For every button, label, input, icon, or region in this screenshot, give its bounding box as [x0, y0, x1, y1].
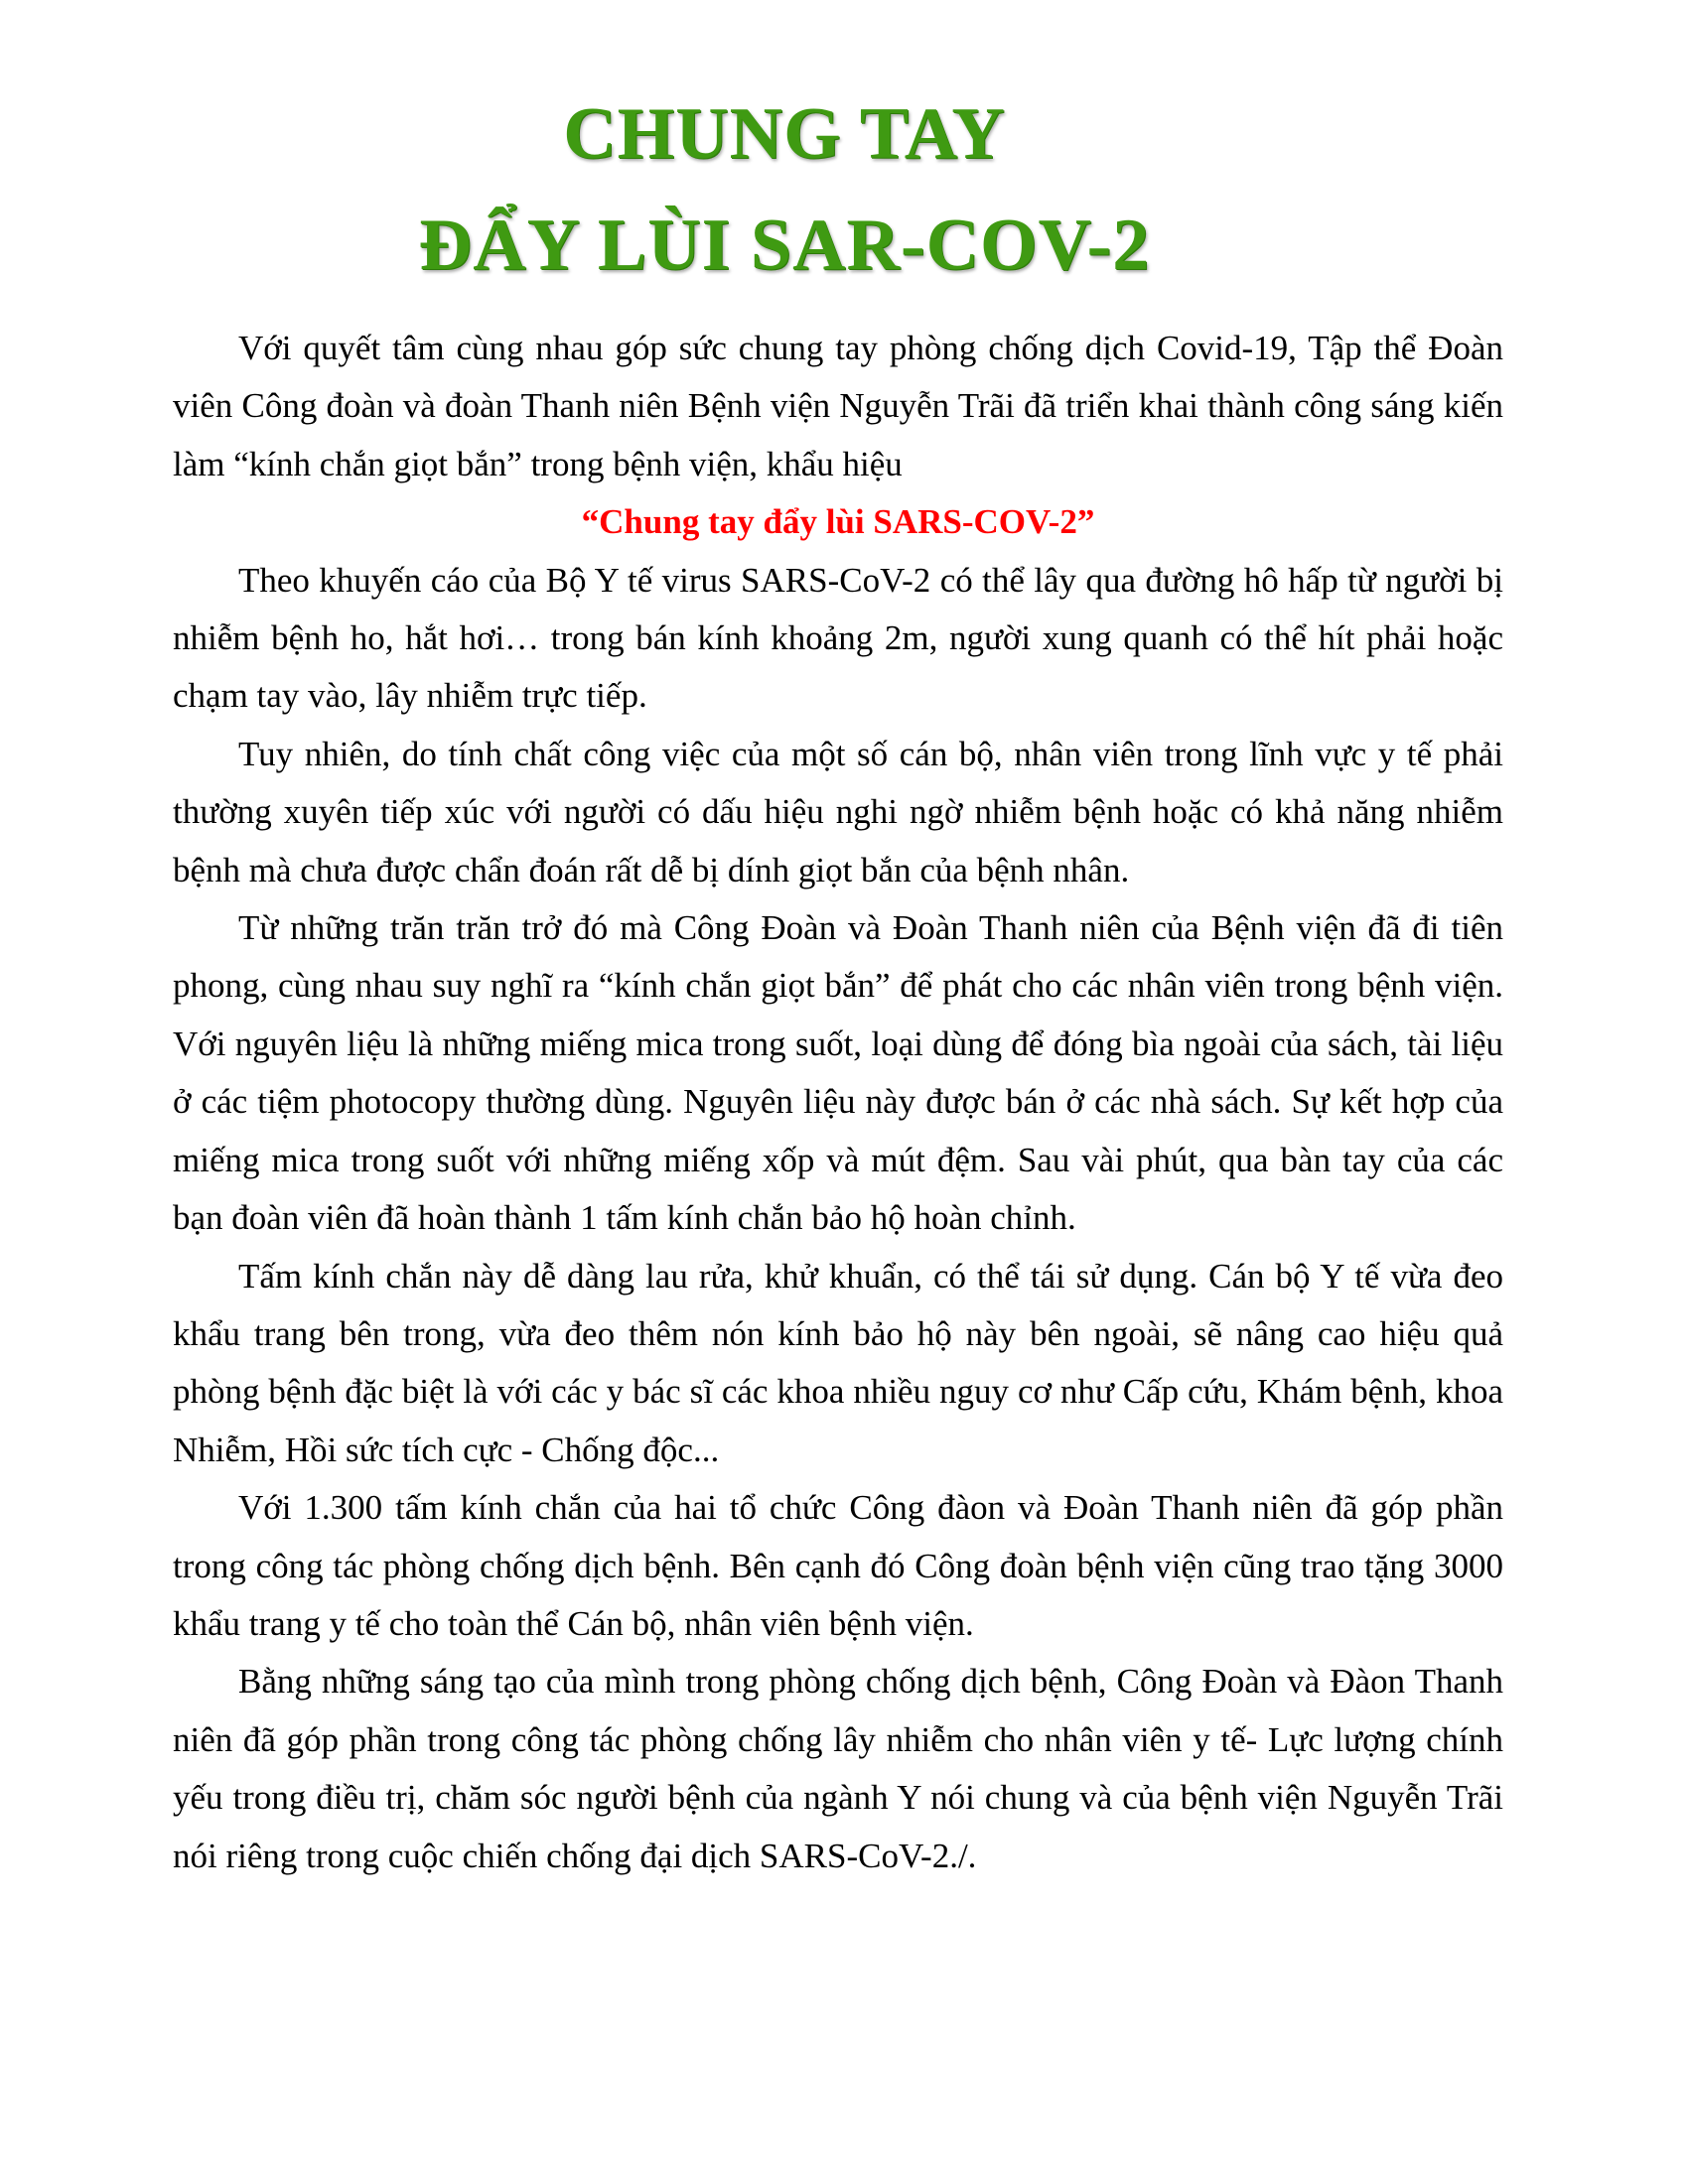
paragraph-initiative: Từ những trăn trăn trở đó mà Công Đoàn và Đoàn Thanh niên của Bệnh viện đã đi tiên phong, cùng nhau suy nghĩ ra “kính chắn giọt bắn” để phát cho các nhân viên trong bệnh viện. Với nguyên liệu là những miếng mica trong suốt, loại dùng để đóng bìa ngoài của sách, tài liệu ở các tiệm photocopy thường dùng. Nguyên liệu này được bán ở các nhà sách. Sự kết hợp của miếng mica trong suốt với những miếng xốp và mút đệm. Sau vài phút, qua bàn tay của các bạn đoàn viên đã hoàn thành 1 tấm kính chắn bảo hộ hoàn chỉnh. [173, 908, 1503, 1238]
paragraph-benefits: Tấm kính chắn này dễ dàng lau rửa, khử khuẩn, có thể tái sử dụng. Cán bộ Y tế vừa đeo khẩu trang bên trong, vừa đeo thêm nón kính bảo hộ này bên ngoài, sẽ nâng cao hiệu quả phòng bệnh đặc biệt là với các y bác sĩ các khoa nhiều nguy cơ như Cấp cứu, Khám bệnh, khoa Nhiễm, Hồi sức tích cực - Chống độc... [173, 1256, 1503, 1469]
slogan: “Chung tay đẩy lùi SARS-COV-2” [581, 502, 1095, 542]
paragraph-recommendation: Theo khuyến cáo của Bộ Y tế virus SARS-CoV-2 có thể lây qua đường hô hấp từ người bị nhiễm bệnh ho, hắt hơi… trong bán kính khoảng 2m, người xung quanh có thể hít phải hoặc chạm tay vào, lây nhiễm trực tiếp. [173, 560, 1503, 716]
paragraph-risk: Tuy nhiên, do tính chất công việc của một số cán bộ, nhân viên trong lĩnh vực y tế phải thường xuyên tiếp xúc với người có dấu hiệu nghi ngờ nhiễm bệnh hoặc có khả năng nhiễm bệnh mà chưa được chẩn đoán rất dễ bị dính giọt bắn của bệnh nhân. [173, 734, 1503, 889]
paragraph-conclusion: Bằng những sáng tạo của mình trong phòng chống dịch bệnh, Công Đoàn và Đàon Thanh niên đã góp phần trong công tác phòng chống lây nhiễm cho nhân viên y tế- Lực lượng chính yếu trong điều trị, chăm sóc người bệnh của ngành Y nói chung và của bệnh viện Nguyễn Trãi nói riêng trong cuộc chiến chống đại dịch SARS-CoV-2./. [173, 1662, 1503, 1875]
title-line-1: CHUNG TAY [563, 93, 1006, 175]
article-body [173, 320, 1503, 1885]
paragraph-intro: Với quyết tâm cùng nhau góp sức chung tay phòng chống dịch Covid-19, Tập thể Đoàn viên Công đoàn và đoàn Thanh niên Bệnh viện Nguyễn Trãi đã triển khai thành công sáng kiến làm “kính chắn giọt bắn” trong bệnh viện, khẩu hiệu [173, 329, 1503, 483]
paragraph-contribution: Với 1.300 tấm kính chắn của hai tổ chức Công đàon và Đoàn Thanh niên đã góp phần trong công tác phòng chống dịch bệnh. Bên cạnh đó Công đoàn bệnh viện cũng trao tặng 3000 khẩu trang y tế cho toàn thể Cán bộ, nhân viên bệnh viện. [173, 1488, 1503, 1643]
title-line-2: ĐẨY LÙI SAR-COV-2 [418, 205, 1151, 286]
